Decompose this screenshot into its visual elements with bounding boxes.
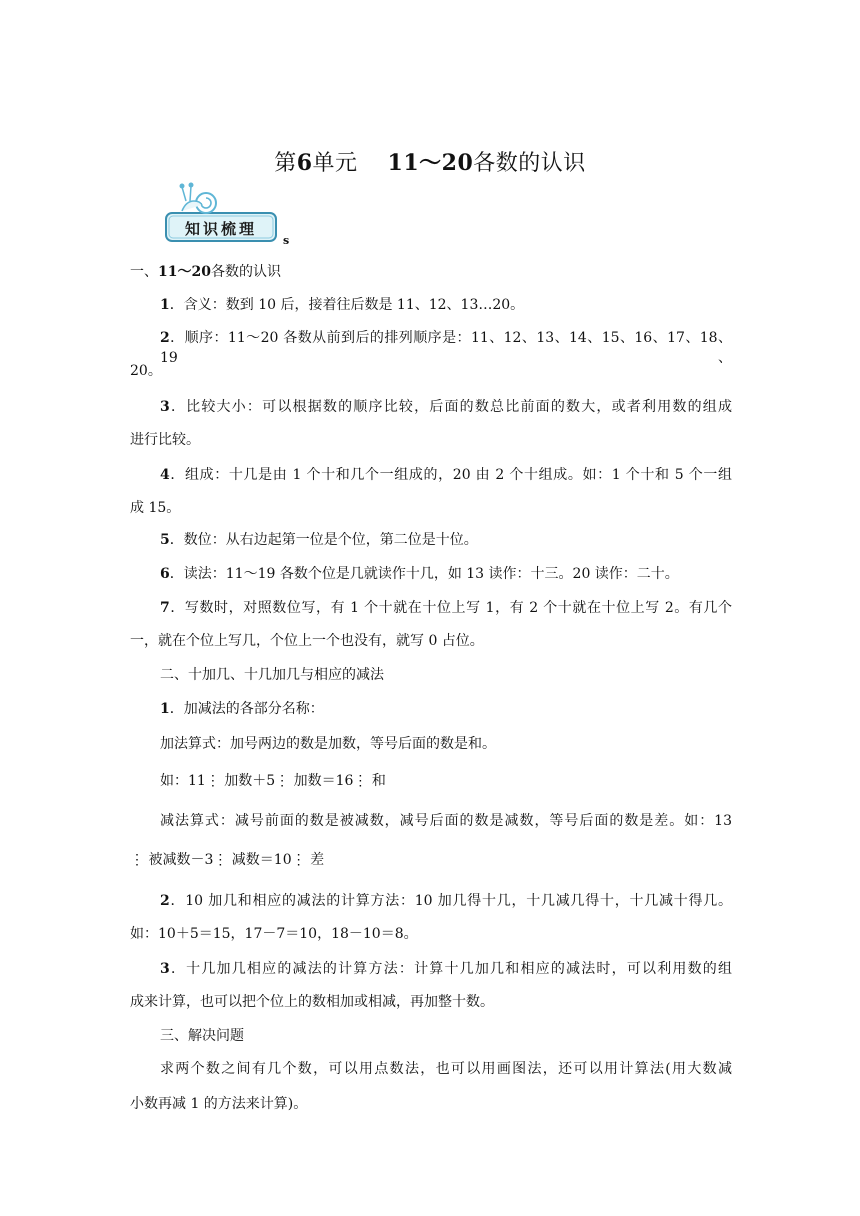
item-1 — [160, 295, 732, 315]
page-title — [0, 146, 860, 177]
section-2-item-1-text: ．加减法的各部分名称： — [169, 701, 324, 717]
item-7-text: ．写数时，对照数位写，有 1 个十就在十位上写 1，有 2 个十就在十位上写 2。有几个 — [169, 600, 732, 616]
item-1-number: 1 — [160, 297, 170, 313]
badge-mark: s — [283, 234, 290, 247]
title-mid: 单元 — [312, 151, 358, 176]
subtraction-description-line-1: 减法算式：减号前面的数是被减数，减号后面的数是减数，等号后面的数是差。如：13 — [160, 813, 732, 829]
badge-label: 知识梳理 — [184, 219, 257, 238]
item-4-line-2: 成 15。 — [130, 500, 181, 516]
addition-example: 如：11⋮ 加数＋5⋮ 加数＝16⋮ 和 — [160, 773, 386, 789]
item-2-line-2: 20。 — [130, 363, 162, 379]
section-2-item-1-number: 1 — [160, 701, 170, 717]
section-2-item-3-line-1 — [160, 959, 732, 979]
item-4-line-1 — [160, 465, 732, 485]
section-2-heading: 二、十加几、十几加几与相应的减法 — [160, 667, 384, 683]
item-5 — [160, 530, 732, 550]
section-2-item-2-text: ．10 加几和相应的减法的计算方法：10 加几得十几，十几减几得十，十几减十得几。 — [169, 893, 732, 909]
subtraction-description-line-2: ⋮ 被减数－3⋮ 减数＝10⋮ 差 — [130, 852, 325, 868]
addition-description: 加法算式：加号两边的数是加数，等号后面的数是和。 — [160, 736, 496, 752]
section-2-item-3-line-2: 成来计算，也可以把个位上的数相加或相减，再加整十数。 — [130, 994, 494, 1010]
item-6-text: ．读法：11～19 各数个位是几就读作十几，如 13 读作：十三。20 读作：二十。 — [169, 566, 679, 582]
item-2-text: ．顺序：11～20 各数从前到后的排列顺序是：11、12、13、14、15、16、17、18、19、 — [160, 330, 732, 366]
section-2-item-3-number: 3 — [160, 961, 170, 977]
item-7-number: 7 — [160, 600, 170, 616]
section-2-item-2-number: 2 — [160, 893, 170, 909]
section-2-item-3-text: ．十几加几相应的减法的计算方法：计算十几加几和相应的减法时，可以利用数的组 — [169, 961, 732, 977]
section-1-rest: 各数的认识 — [210, 264, 281, 280]
item-4-number: 4 — [160, 467, 170, 483]
section-3-heading: 三、解决问题 — [160, 1028, 244, 1044]
section-1-bold: 11～20 — [158, 264, 211, 280]
section-2-item-2-line-1 — [160, 891, 732, 911]
title-range: 11～20 — [387, 150, 474, 176]
title-prefix: 第 — [274, 151, 297, 176]
item-6-number: 6 — [160, 566, 170, 582]
item-3-line-2: 进行比较。 — [130, 432, 200, 448]
item-4-text: ．组成：十几是由 1 个十和几个一组成的，20 由 2 个十组成。如：1 个十和 5 个一组 — [169, 467, 732, 483]
title-unit-number: 6 — [296, 150, 313, 176]
item-2-number: 2 — [160, 330, 170, 346]
item-1-text: ．含义：数到 10 后，接着往后数是 11、12、13…20。 — [169, 297, 525, 313]
section-1-prefix: 一、 — [130, 264, 158, 280]
section-2-item-2-line-2: 如：10＋5＝15，17－7＝10，18－10＝8。 — [130, 926, 418, 942]
section-2-item-1 — [160, 699, 732, 719]
section-3-text-line-1: 求两个数之间有几个数，可以用点数法，也可以用画图法，还可以用计算法(用大数减 — [160, 1061, 732, 1077]
item-7-line-1 — [160, 598, 732, 618]
item-3-number: 3 — [160, 399, 170, 415]
item-7-line-2: 一，就在个位上写几，个位上一个也没有，就写 0 占位。 — [130, 633, 484, 649]
section-1-heading — [130, 262, 732, 282]
item-5-text: ．数位：从右边起第一位是个位，第二位是十位。 — [169, 532, 478, 548]
section-3-text-line-2: 小数再减 1 的方法来计算)。 — [130, 1096, 308, 1112]
item-3-line-1 — [160, 397, 732, 417]
item-3-text: ．比较大小：可以根据数的顺序比较，后面的数总比前面的数大，或者利用数的组成 — [169, 399, 732, 415]
title-suffix: 各数的认识 — [473, 151, 586, 176]
item-6 — [160, 564, 732, 584]
item-5-number: 5 — [160, 532, 170, 548]
